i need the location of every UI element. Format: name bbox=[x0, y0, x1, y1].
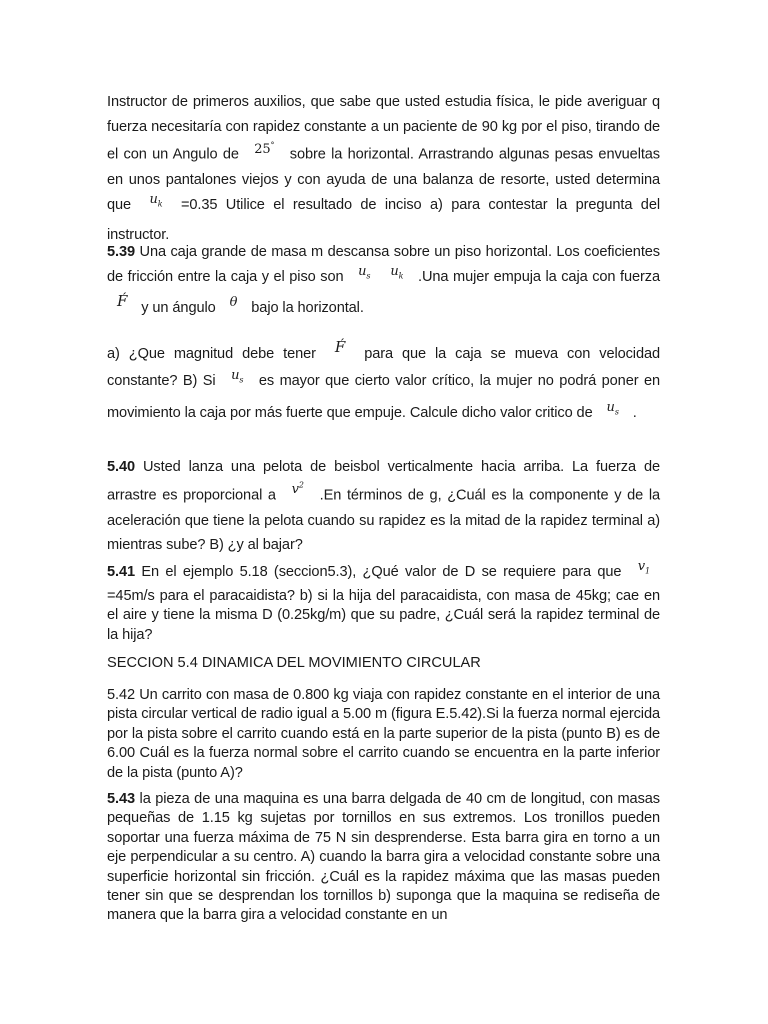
problem-text: =45m/s para el paracaidista? b) si la hija del paracaidista, con masa de 45kg; cae en el aire y tiene la misma D (0.25kg/m) que su padre, ¿Cuál será la rapidez terminal de la hija? bbox=[107, 588, 660, 643]
force-vector-symbol: F́ bbox=[334, 338, 346, 356]
section-heading: SECCION 5.4 DINAMICA DEL MOVIMIENTO CIRCULAR bbox=[107, 655, 481, 671]
mu-s-symbol: $u_s$ bbox=[358, 263, 371, 281]
problem-text: bajo la horizontal. bbox=[247, 299, 364, 316]
v1-symbol: $v_1$ bbox=[637, 559, 650, 576]
problem-5-43 bbox=[107, 790, 660, 926]
problem-text: para que la caja se mueva con velocidad constante? B) Si bbox=[107, 346, 661, 389]
mu-s-symbol: $u_s$ bbox=[231, 368, 244, 385]
mu-k-symbol: $u_k$ bbox=[149, 191, 163, 209]
problem-text: Usted lanza una pelota de beisbol verticalmente hacia arriba. La fuerza de arrastre es proporcional a bbox=[107, 459, 660, 503]
problem-5-42 bbox=[107, 686, 660, 783]
intro-text: Instructor de primeros auxilios, que sabe que usted estudia física, le pide averiguar q fuerza necesitaría con rapidez constante a un paciente de 90 kg por el piso, tirando de el con un Angulo de bbox=[107, 94, 660, 163]
mu-s-symbol: $u_s$ bbox=[606, 399, 619, 417]
problem-text: es mayor que cierto valor crítico, la mujer no podrá poner en movimiento la caja por más fuerte que empuje. Calcule dicho valor critico de bbox=[107, 373, 661, 421]
problem-text: la pieza de una maquina es una barra delgada de 40 cm de longitud, con masas pequeñas de 1.15 kg sujetas por tornillos en sus extremos. Los tronillos pueden soportar una fuerza máxima de 75 N sin desprenderse. Esta barra gira en torno a un eje perpendicular a su centro. A) cuando la barra gira a velocidad constante sobre una superficie horizontal sin fricción. ¿Cuál es la rapidez máxima que las masas pueden tener sin que se desprendan los tornillos b) suponga que la maquina se rediseña de manera que la barra gira a velocidad constante en un bbox=[107, 791, 660, 924]
intro-text: =0.35 Utilice el resultado de inciso a) para contestar la pregunta del instructor. bbox=[107, 196, 660, 243]
intro-text: sobre la horizontal. Arrastrando algunas pesas envueltas en unos pantalones viejos y con ayuda de una balanza de resorte, usted determina que bbox=[107, 146, 661, 213]
problem-text: .Una mujer empuja la caja con fuerza bbox=[413, 268, 660, 285]
problem-text: .En términos de g, ¿Cuál es la componente y de la aceleración que tiene la pelota cuando su rapidez es la mitad de la rapidez terminal a) mientras sube? B) ¿y al bajar? bbox=[107, 486, 660, 554]
problem-text: Una caja grande de masa m descansa sobre un piso horizontal. Los coeficientes de fricción entre la caja y el piso son bbox=[107, 244, 660, 285]
problem-number: 5.39 bbox=[107, 244, 136, 260]
angle-25-symbol: 25° bbox=[254, 140, 275, 157]
mu-k-symbol: $u_k$ bbox=[390, 263, 404, 281]
problem-5-41 bbox=[107, 559, 660, 645]
problem-5-40 bbox=[107, 455, 660, 558]
force-vector-symbol: F́ bbox=[117, 291, 128, 310]
problem-5-39 bbox=[107, 240, 660, 321]
intro-paragraph bbox=[107, 90, 660, 247]
problem-5-39-parts bbox=[107, 340, 660, 431]
problem-text: a) ¿Que magnitud debe tener bbox=[107, 346, 325, 362]
problem-number: 5.40 bbox=[107, 459, 136, 475]
problem-text: En el ejemplo 5.18 (seccion5.3), ¿Qué valor de D se requiere para que bbox=[135, 564, 628, 580]
problem-text: y un ángulo bbox=[137, 299, 220, 316]
problem-text: . bbox=[628, 404, 637, 421]
theta-symbol: θ bbox=[229, 294, 238, 310]
v-squared-symbol: $v^2$ bbox=[291, 480, 304, 497]
problem-text: 5.42 Un carrito con masa de 0.800 kg viaja con rapidez constante en el interior de una pista circular vertical de radio igual a 5.00 m (figura E.5.42).Si la fuerza normal ejercida por la pista sobre el carrito cuando está en la parte superior de la pista (punto B) es de 6.00 Cuál es la fuerza normal sobre el carrito cuando se encuentra en la parte inferior de la pista (punto A)? bbox=[107, 687, 660, 781]
problem-number: 5.43 bbox=[107, 791, 136, 807]
problem-number: 5.41 bbox=[107, 564, 136, 580]
